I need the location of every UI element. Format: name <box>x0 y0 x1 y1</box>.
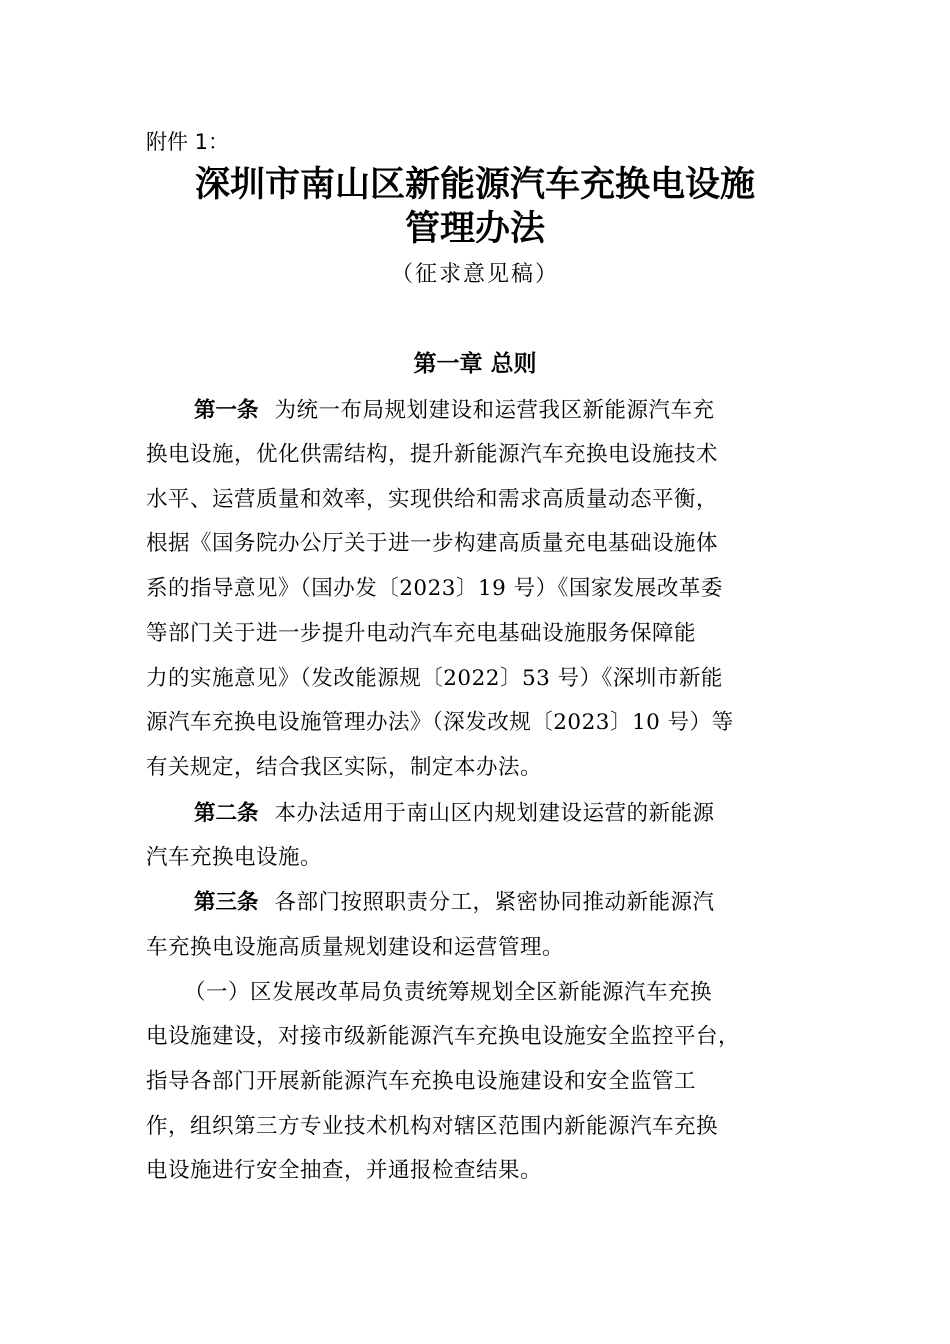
article-2-line: 汽车充换电设施。 <box>146 845 323 870</box>
article-1-line: 等部门关于进一步提升电动汽车充电基础设施服务保障能 <box>146 621 697 646</box>
article-1-line: 力的实施意见》（发改能源规〔2022〕53 号）《深圳市新能 <box>146 666 723 691</box>
article-1-line: 有关规定，结合我区实际，制定本办法。 <box>146 755 543 780</box>
article-3-line: 车充换电设施高质量规划建设和运营管理。 <box>146 935 565 960</box>
article-1-label: 第一条 <box>194 398 259 423</box>
chapter-heading: 第一章 总则 <box>413 351 537 377</box>
document-title-line-2: 管理办法 <box>404 208 545 249</box>
article-1-line: 换电设施，优化供需结构，提升新能源汽车充换电设施技术 <box>146 442 719 467</box>
article-2-line: 第二条 本办法适用于南山区内规划建设运营的新能源 <box>194 801 715 826</box>
item-1-line: （一）区发展改革局负责统筹规划全区新能源汽车充换 <box>184 980 713 1005</box>
article-3-label: 第三条 <box>194 890 259 915</box>
article-2-label: 第二条 <box>194 801 259 826</box>
item-1-line: 指导各部门开展新能源汽车充换电设施建设和安全监管工 <box>146 1069 697 1094</box>
document-title-line-1: 深圳市南山区新能源汽车充换电设施 <box>194 164 755 205</box>
attachment-label: 附件 1： <box>146 130 230 154</box>
article-1-line: 系的指导意见》（国办发〔2023〕19 号）《国家发展改革委 <box>146 576 723 601</box>
item-1-line: 电设施建设，对接市级新能源汽车充换电设施安全监控平台， <box>146 1024 741 1049</box>
draft-subtitle: （征求意见稿） <box>390 262 559 287</box>
article-1-line: 第一条 为统一布局规划建设和运营我区新能源汽车充 <box>194 398 715 423</box>
article-1-line: 水平、运营质量和效率，实现供给和需求高质量动态平衡， <box>146 487 719 512</box>
article-1-line: 源汽车充换电设施管理办法》（深发改规〔2023〕10 号）等 <box>146 710 734 735</box>
article-3-line: 第三条 各部门按照职责分工，紧密协同推动新能源汽 <box>194 890 715 915</box>
article-1-line: 根据《国务院办公厅关于进一步构建高质量充电基础设施体 <box>146 531 719 556</box>
item-1-line: 作，组织第三方专业技术机构对辖区范围内新能源汽车充换 <box>146 1114 719 1139</box>
item-1-line: 电设施进行安全抽查，并通报检查结果。 <box>146 1158 543 1183</box>
